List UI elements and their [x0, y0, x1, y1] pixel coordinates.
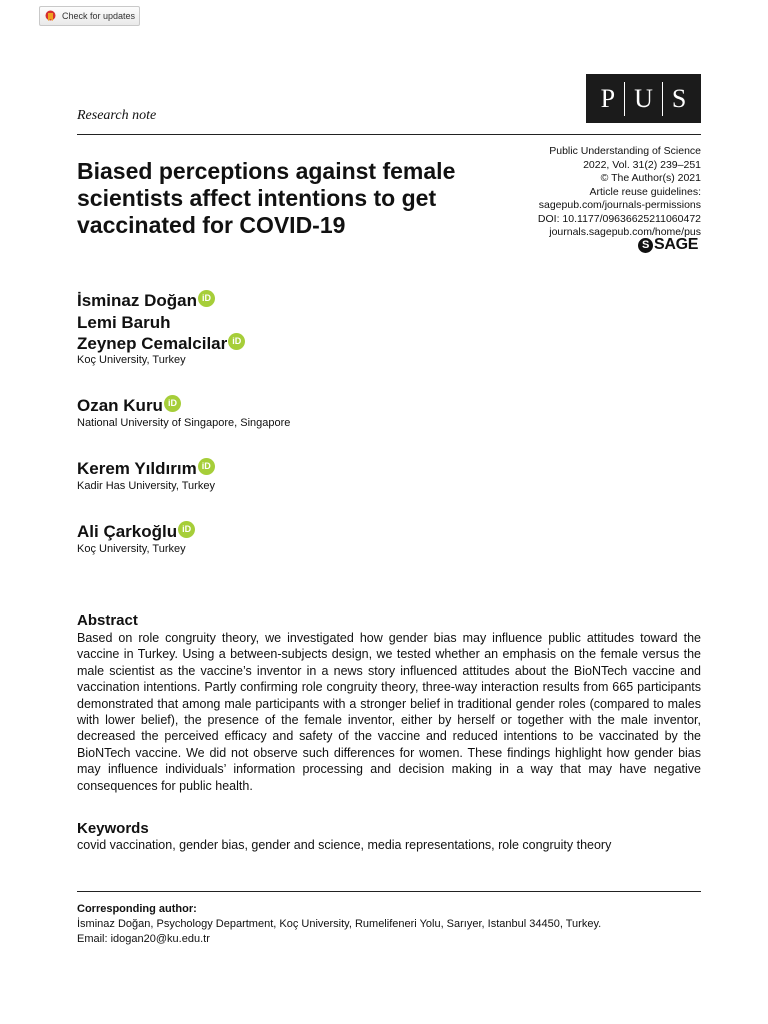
- publisher-name: SAGE: [654, 236, 699, 253]
- author-name: Lemi Baruh: [77, 313, 171, 332]
- abstract-text: Based on role congruity theory, we investigated how gender bias may influence public attitudes toward the vaccine in Turkey. Using a between-subjects design, we tested whether an emphasis on the female versus the male scientist as the vaccine’s inventor in a news story influenced attitudes about the BioNTech vaccine and vaccination intentions. Partly confirming role congruity theory, three-way interaction results from 665 participants demonstrated that among male participants with a stronger belief in traditional gender roles (compared to males with lower belief), the presence of the female inventor, either by herself or together with the male inventor, decreased the perceived efficacy and safety of the vaccine and reduced intentions to be vaccinated by the BioNTech vaccine. We did not observe such differences for women. These findings highlight how gender bias may influence individuals’ information processing and decision making in a way that may have negative consequences for public health.: [77, 631, 701, 793]
- author-name-text: Ali Çarkoğlu: [77, 522, 178, 541]
- author-name-text: Kerem Yıldırım: [77, 459, 197, 478]
- copyright: © The Author(s) 2021: [600, 172, 701, 184]
- logo-letter: S: [671, 83, 687, 113]
- title-line: vaccinated for COVID-19: [77, 212, 346, 238]
- bookmark-icon: [45, 9, 57, 23]
- check-for-updates-button[interactable]: [39, 6, 140, 26]
- permissions-link[interactable]: sagepub.com/journals-permissions: [538, 199, 701, 211]
- publisher-logo: [638, 236, 698, 254]
- orcid-icon[interactable]: iD: [198, 458, 215, 475]
- article-title: [77, 158, 507, 239]
- footer-divider: [77, 891, 701, 892]
- author-name: [77, 291, 215, 311]
- corresponding-author-heading: Corresponding author:: [77, 903, 197, 915]
- author-name: [77, 334, 245, 354]
- doi-link[interactable]: DOI: 10.1177/09636625211060472: [537, 212, 701, 225]
- author-name: [77, 522, 195, 542]
- title-line: Biased perceptions against female: [77, 158, 456, 184]
- sage-icon: S: [638, 238, 653, 253]
- journal-metadata: [538, 145, 701, 240]
- keywords-text: covid vaccination, gender bias, gender and science, media representations, role congruity theory: [77, 838, 612, 852]
- journal-home-link[interactable]: journals.sagepub.com/home/pus: [549, 226, 701, 238]
- author-name-text: Zeynep Cemalcilar: [77, 334, 228, 353]
- author-name-text: Ozan Kuru: [77, 396, 163, 415]
- journal-logo: [586, 74, 701, 123]
- affiliation: Koç University, Turkey: [77, 354, 186, 366]
- keywords-heading: Keywords: [77, 820, 149, 837]
- logo-letter: P: [600, 83, 616, 113]
- reuse-guidelines-label: Article reuse guidelines:: [589, 185, 701, 198]
- article-type: Research note: [77, 108, 157, 123]
- title-line: scientists affect intentions to get: [77, 185, 437, 211]
- logo-letter: U: [634, 83, 653, 113]
- author-name: [77, 396, 181, 416]
- corresponding-address: İsminaz Doğan, Psychology Department, Koç University, Rumelifeneri Yolu, Sarıyer, Istanbul 34450, Turkey.: [77, 918, 602, 930]
- orcid-icon[interactable]: iD: [178, 521, 195, 538]
- orcid-icon[interactable]: iD: [164, 395, 181, 412]
- orcid-icon[interactable]: iD: [198, 290, 215, 307]
- header-divider: [77, 134, 701, 135]
- affiliation: National University of Singapore, Singapore: [77, 417, 291, 429]
- abstract-heading: Abstract: [77, 612, 138, 629]
- corresponding-email[interactable]: Email: idogan20@ku.edu.tr: [77, 933, 210, 945]
- volume-info: 2022, Vol. 31(2) 239–251: [583, 158, 701, 171]
- orcid-icon[interactable]: iD: [228, 333, 245, 350]
- journal-name: Public Understanding of Science: [549, 145, 701, 157]
- affiliation: Koç University, Turkey: [77, 543, 186, 555]
- author-name: [77, 459, 215, 479]
- check-for-updates-label: Check for updates: [62, 11, 136, 21]
- author-name-text: İsminaz Doğan: [77, 291, 197, 310]
- affiliation: Kadir Has University, Turkey: [77, 480, 215, 492]
